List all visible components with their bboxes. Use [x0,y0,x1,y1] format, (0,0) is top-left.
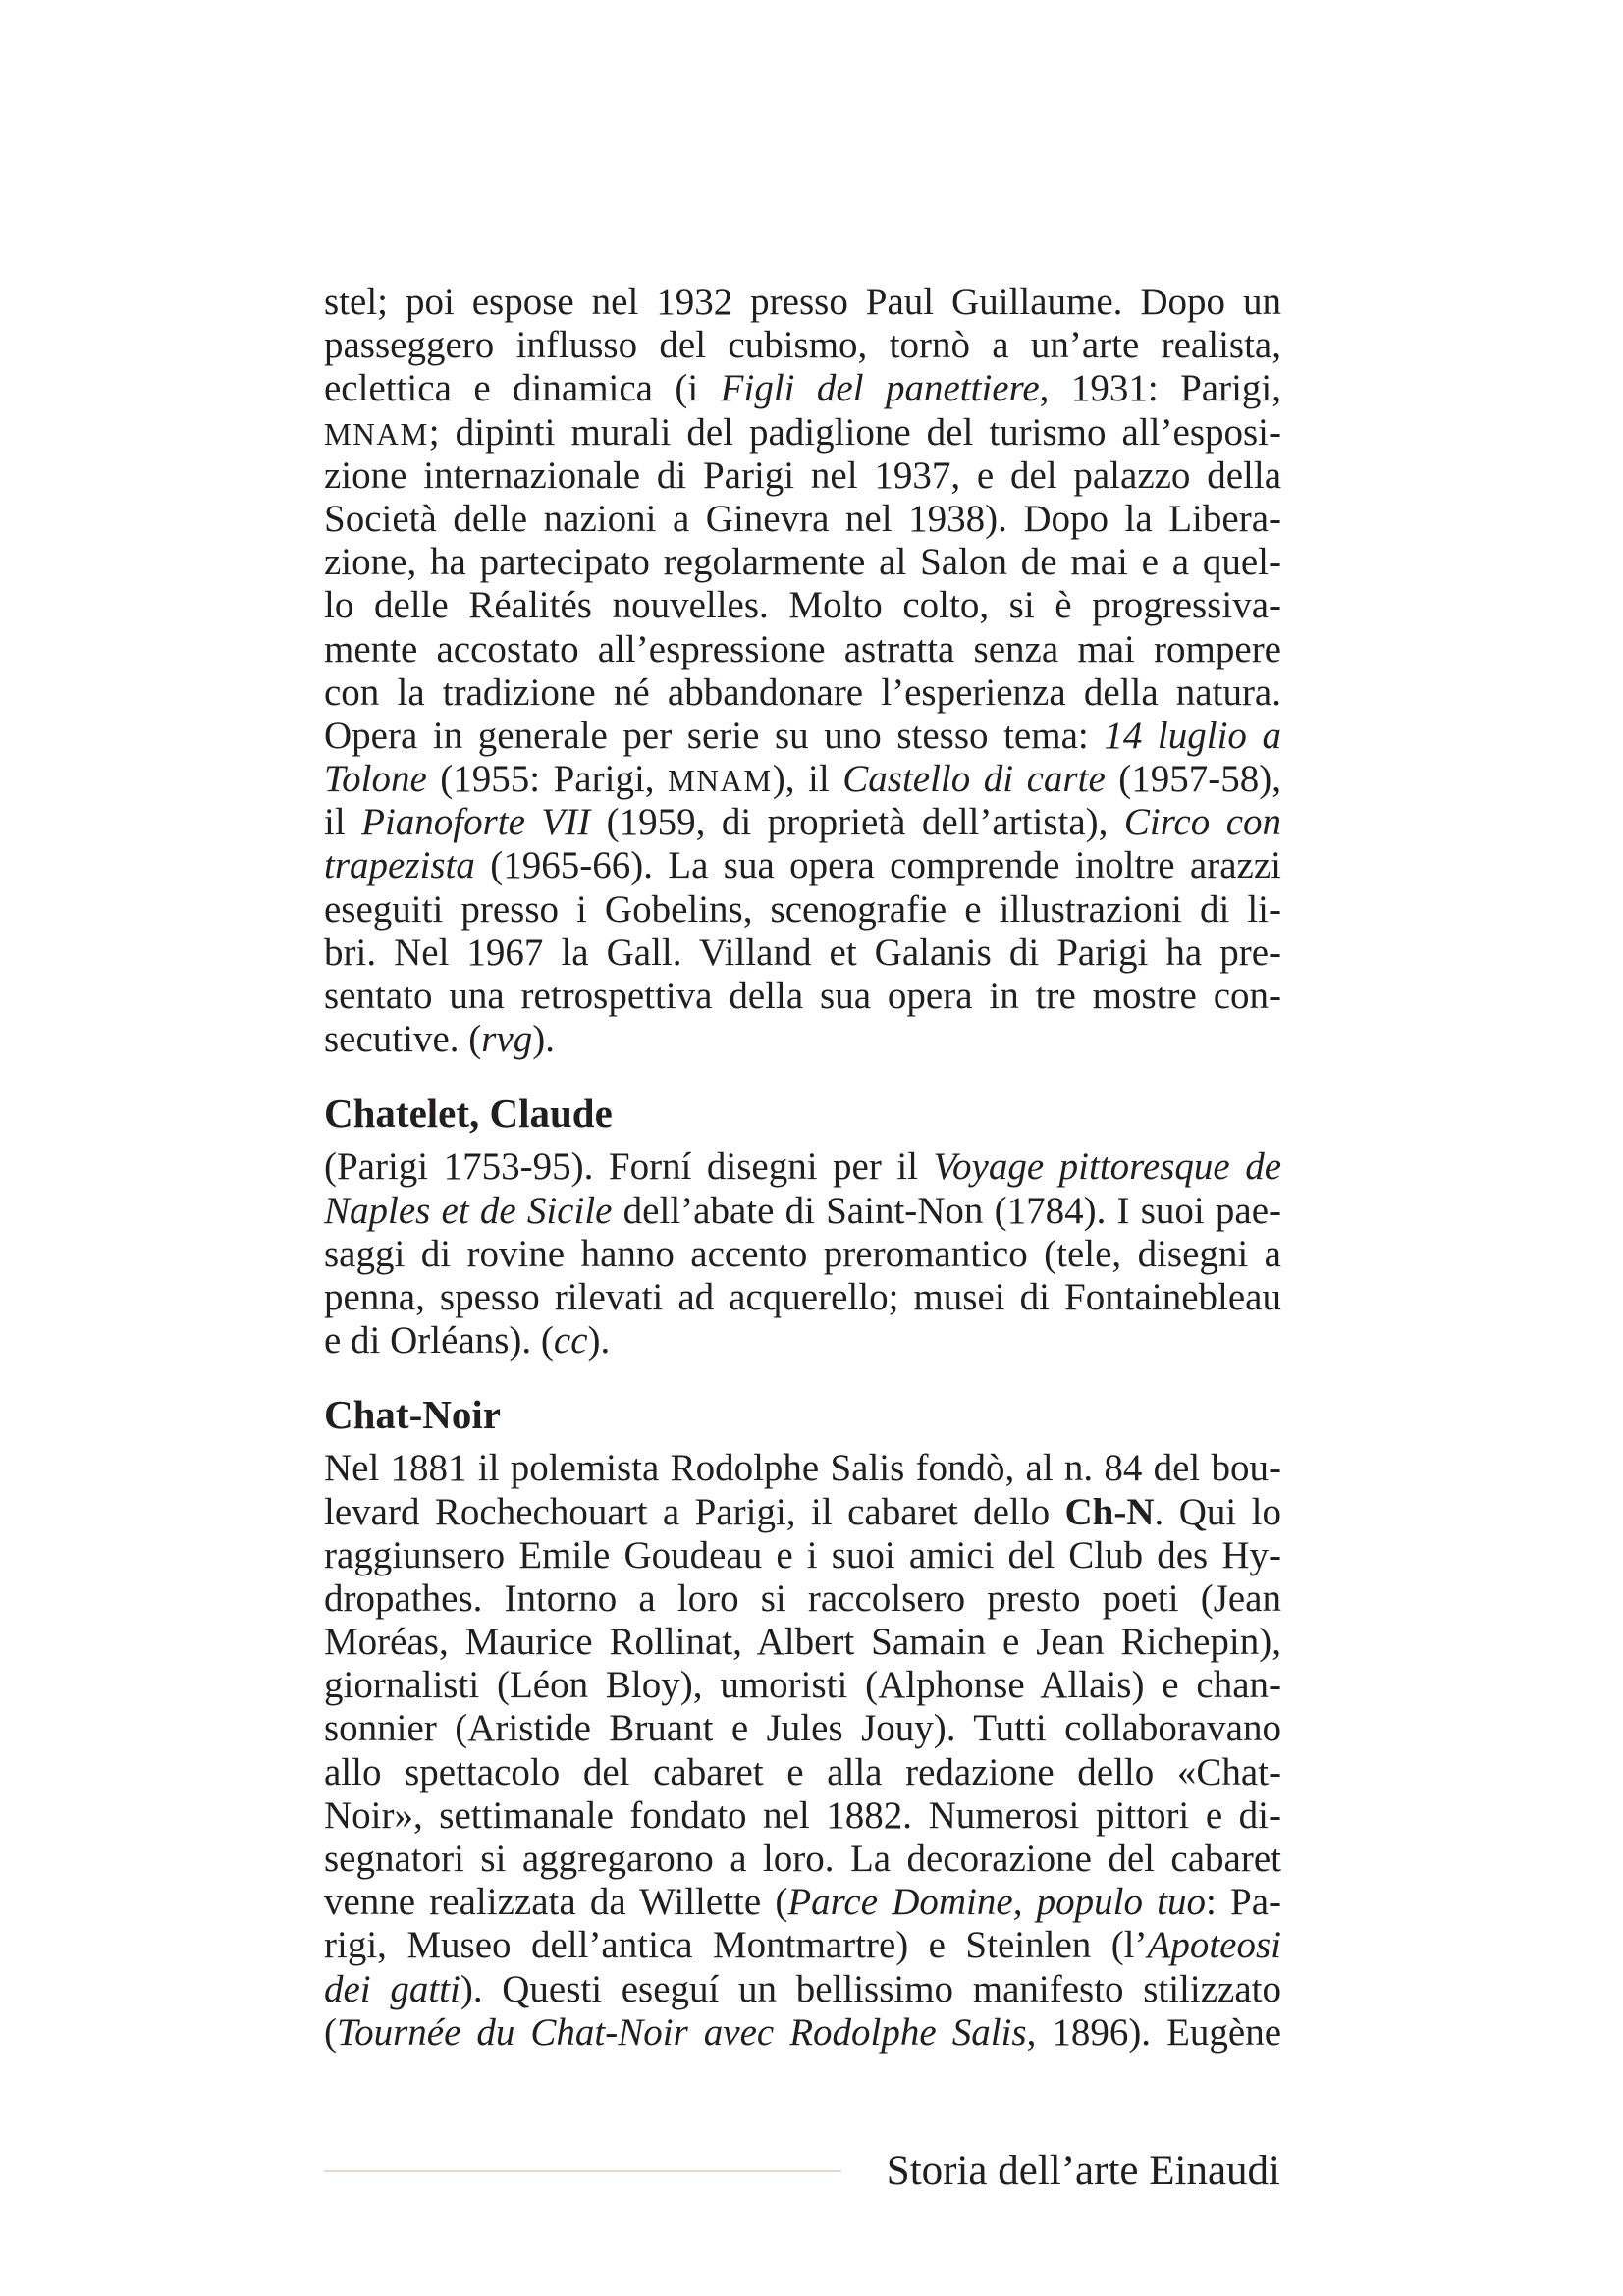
text-run: eseguiti presso i Gobelins, scenografie e illustrazioni di li- [324,887,1281,931]
text-line [324,1664,1281,1707]
text-line [324,411,1281,454]
text-run: mente accostato all’espressione astratta senza mai rompere [324,627,1281,670]
text-run: ). [587,1319,611,1362]
text-run: (Parigi 1753-95). Forní disegni per il [324,1146,934,1189]
text-line [324,1146,1281,1189]
italic-text: Pianoforte VII [361,801,591,844]
text-run: dell’abate di Saint-Non (1784). I suoi pae- [612,1189,1281,1232]
text-line [324,281,1281,324]
text-line [324,1794,1281,1838]
text-run: lo delle Réalités nouvelles. Molto colto, si è progressiva- [324,584,1281,627]
text-line [324,715,1281,758]
text-column [324,281,1281,2055]
italic-text: Circo con [1123,801,1281,844]
text-line [324,1276,1281,1319]
text-run: saggi di rovine hanno accento preromantico (tele, disegni a [324,1232,1281,1275]
small-caps-text: MNAM [668,764,773,799]
text-line [324,1621,1281,1664]
text-run: zione, ha partecipato regolarmente al Salon de mai e a quel- [324,541,1281,584]
text-run: ). [532,1018,556,1061]
text-line [324,671,1281,715]
text-line [324,1968,1281,2011]
text-run: (1955: Parigi, [426,758,669,801]
text-line [324,758,1281,801]
text-line [324,975,1281,1018]
text-run: e di Orléans). ( [324,1319,554,1362]
text-line [324,541,1281,584]
text-run: stel; poi espose nel 1932 presso Paul Guillaume. Dopo un [324,281,1281,323]
text-run: (1957-58), [1105,758,1281,801]
footer-rule [324,2170,841,2172]
italic-text: Parce Domine, populo tuo [787,1881,1206,1924]
text-line [324,1751,1281,1794]
text-line [324,801,1281,844]
text-run: il [324,801,362,844]
text-run: levard Rochechouart a Parigi, il cabaret dello [324,1490,1065,1533]
text-run: Società delle nazioni a Ginevra nel 1938). Dopo la Libera- [324,497,1281,540]
text-line [324,1924,1281,1967]
italic-text: Tolone [324,758,427,801]
italic-text: Apoteosi [1147,1924,1281,1967]
text-run: eclettica e dinamica (i [324,367,721,410]
text-line [324,454,1281,498]
text-line [324,1707,1281,1750]
text-run: : Pa- [1205,1881,1281,1924]
footer-title: Storia dell’arte Einaudi [886,2148,1280,2194]
text-line [324,324,1281,367]
text-run: (1959, di proprietà dell’artista), [590,801,1124,844]
entry-body [324,1447,1281,2055]
text-run: bri. Nel 1967 la Gall. Villand et Galanis di Parigi ha pre- [324,931,1281,974]
text-line [324,2011,1281,2055]
text-line [324,1577,1281,1621]
text-line [324,1491,1281,1534]
text-run: giornalisti (Léon Bloy), umoristi (Alphonse Allais) e chan- [324,1664,1281,1707]
text-run: dropathes. Intorno a loro si raccolsero presto poeti (Jean [324,1576,1281,1620]
bold-text: Ch-N [1064,1490,1155,1533]
italic-text: 14 luglio a [1104,714,1281,757]
text-run: (1965-66). La sua opera comprende inoltre arazzi [474,844,1281,887]
entry-chatelet-claude [324,1092,1281,1362]
text-run: segnatori si aggregarono a loro. La decorazione del cabaret [324,1838,1281,1880]
text-line [324,932,1281,975]
text-run: passeggero influsso del cubismo, tornò a un’arte realista, [324,324,1281,367]
entry-continued [324,281,1281,1061]
text-run: ), il [772,758,843,801]
text-run: Opera in generale per serie su uno stesso tema: [324,714,1105,757]
text-run: rigi, Museo dell’antica Montmartre) e Steinlen (l’ [324,1924,1148,1967]
italic-text: Figli del panettiere [720,367,1040,410]
text-run: secutive. ( [324,1018,482,1061]
entry-chat-noir [324,1393,1281,2055]
text-line [324,1447,1281,1490]
entry-heading: Chat-Noir [324,1392,501,1438]
text-run: penna, spesso rilevati ad acquerello; musei di Fontainebleau [324,1275,1281,1318]
entry-heading: Chatelet, Claude [324,1091,613,1137]
italic-text: Tournée du Chat-Noir avec Rodolphe Salis [337,2010,1027,2054]
text-run: sonnier (Aristide Bruant e Jules Jouy). Tutti collaboravano [324,1707,1281,1750]
text-line [324,1534,1281,1577]
text-run: ( [324,2010,337,2054]
italic-text: cc [553,1319,588,1362]
italic-text: trapezista [324,844,475,887]
italic-text: Castello di carte [842,758,1106,801]
text-line [324,1233,1281,1276]
text-run: sentato una retrospettiva della sua opera in tre mostre con- [324,975,1281,1017]
text-line [324,1838,1281,1881]
text-run: allo spettacolo del cabaret e alla redazione dello «Chat- [324,1750,1281,1793]
italic-text: Voyage pittoresque de [933,1146,1281,1189]
text-line [324,1319,1281,1362]
text-line [324,367,1281,410]
italic-text: Naples et de Sicile [324,1189,613,1232]
text-run: venne realizzata da Willette ( [324,1881,788,1924]
italic-text: rvg [481,1018,533,1061]
text-run: , 1896). Eugène [1026,2010,1282,2054]
text-run: ; dipinti murali del padiglione del turismo all’esposi- [428,410,1281,454]
text-run: Moréas, Maurice Rollinat, Albert Samain e Jean Richepin), [324,1621,1281,1664]
entry-body [324,1146,1281,1362]
text-run: Nel 1881 il polemista Rodolphe Salis fondò, al n. 84 del bou- [324,1447,1281,1490]
text-line [324,888,1281,932]
text-line [324,498,1281,541]
text-line [324,1018,1281,1061]
italic-text: dei gatti [324,1967,460,2010]
text-run: . Qui lo [1154,1490,1281,1533]
text-line [324,628,1281,671]
entry-body [324,281,1281,1061]
text-run: ). Questi eseguí un bellissimo manifesto stilizzato [460,1967,1281,2010]
text-line [324,1190,1281,1233]
text-run: Noir», settimanale fondato nel 1882. Numerosi pittori e di- [324,1793,1281,1837]
text-run: , 1931: Parigi, [1039,367,1281,410]
text-run: con la tradizione né abbandonare l’esperienza della natura. [324,670,1281,714]
text-line [324,584,1281,627]
text-line [324,844,1281,887]
small-caps-text: MNAM [324,416,429,452]
text-run: raggiunsero Emile Goudeau e i suoi amici del Club des Hy- [324,1533,1281,1576]
text-run: zione internazionale di Parigi nel 1937, e del palazzo della [324,454,1281,497]
text-line [324,1881,1281,1924]
